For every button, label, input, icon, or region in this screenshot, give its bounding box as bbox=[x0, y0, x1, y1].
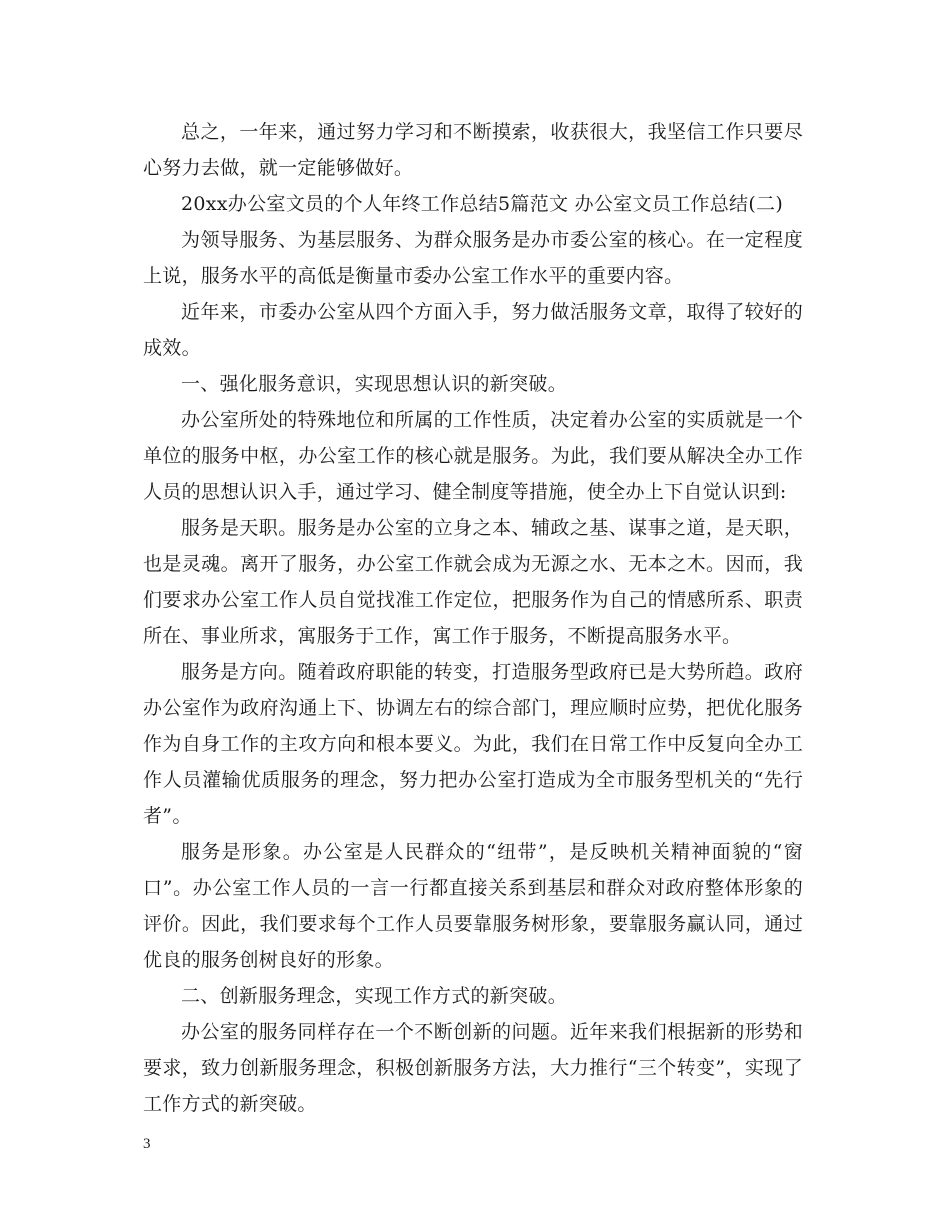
paragraph-service-image: 服务是形象。办公室是人民群众的“纽带”，是反映机关精神面貌的“窗口”。办公室工作人员的一言一行都直接关系到基层和群众对政府整体形象的评价。因此，我们要求每个工作人员要靠服务树形象，要靠服务赢认同，通过优良的服务创树良好的形象。 bbox=[143, 841, 803, 971]
paragraph-intro: 为领导服务、为基层服务、为群众服务是办市委公室的核心。在一定程度上说，服务水平的高低是衡量市委办公室工作水平的重要内容。 bbox=[143, 229, 803, 287]
paragraph-service-direction: 服务是方向。随着政府职能的转变，打造服务型政府已是大势所趋。政府办公室作为政府沟通上下、协调左右的综合部门，理应顺时应势，把优化服务作为自身工作的主攻方向和根本要义。为此，我们在日常工作中反复向全办工作人员灌输优质服务的理念，努力把办公室打造成为全市服务型机关的“先行者”。 bbox=[143, 661, 803, 827]
document-body bbox=[143, 114, 803, 1122]
paragraph-service-duty: 服务是天职。服务是办公室的立身之本、辅政之基、谋事之道，是天职，也是灵魂。离开了服务，办公室工作就会成为无源之水、无本之木。因而，我们要求办公室工作人员自觉找准工作定位，把服务作为自己的情感所系、职责所在、事业所求，寓服务于工作，寓工作于服务，不断提高服务水平。 bbox=[143, 517, 803, 647]
paragraph-innovation: 办公室的服务同样存在一个不断创新的问题。近年来我们根据新的形势和要求，致力创新服务理念，积极创新服务方法，大力推行“三个转变”，实现了工作方式的新突破。 bbox=[143, 1021, 803, 1115]
paragraph-overview: 近年来，市委办公室从四个方面入手，努力做活服务文章，取得了较好的成效。 bbox=[143, 301, 803, 359]
section-heading-1: 一、强化服务意识，实现思想认识的新突破。 bbox=[181, 373, 568, 395]
page-number: 3 bbox=[143, 1136, 151, 1152]
paragraph-conclusion: 总之，一年来，通过努力学习和不断摸索，收获很大，我坚信工作只要尽心努力去做，就一定能够做好。 bbox=[143, 121, 803, 179]
paragraph-office-role: 办公室所处的特殊地位和所属的工作性质，决定着办公室的实质就是一个单位的服务中枢，办公室工作的核心就是服务。为此，我们要从解决全办工作人员的思想认识入手，通过学习、健全制度等措施，使全办上下自觉认识到: bbox=[143, 409, 803, 503]
paragraph-heading-title: 20xx办公室文员的个人年终工作总结5篇范文 办公室文员工作总结(二) bbox=[181, 193, 784, 215]
section-heading-2: 二、创新服务理念，实现工作方式的新突破。 bbox=[181, 985, 568, 1007]
